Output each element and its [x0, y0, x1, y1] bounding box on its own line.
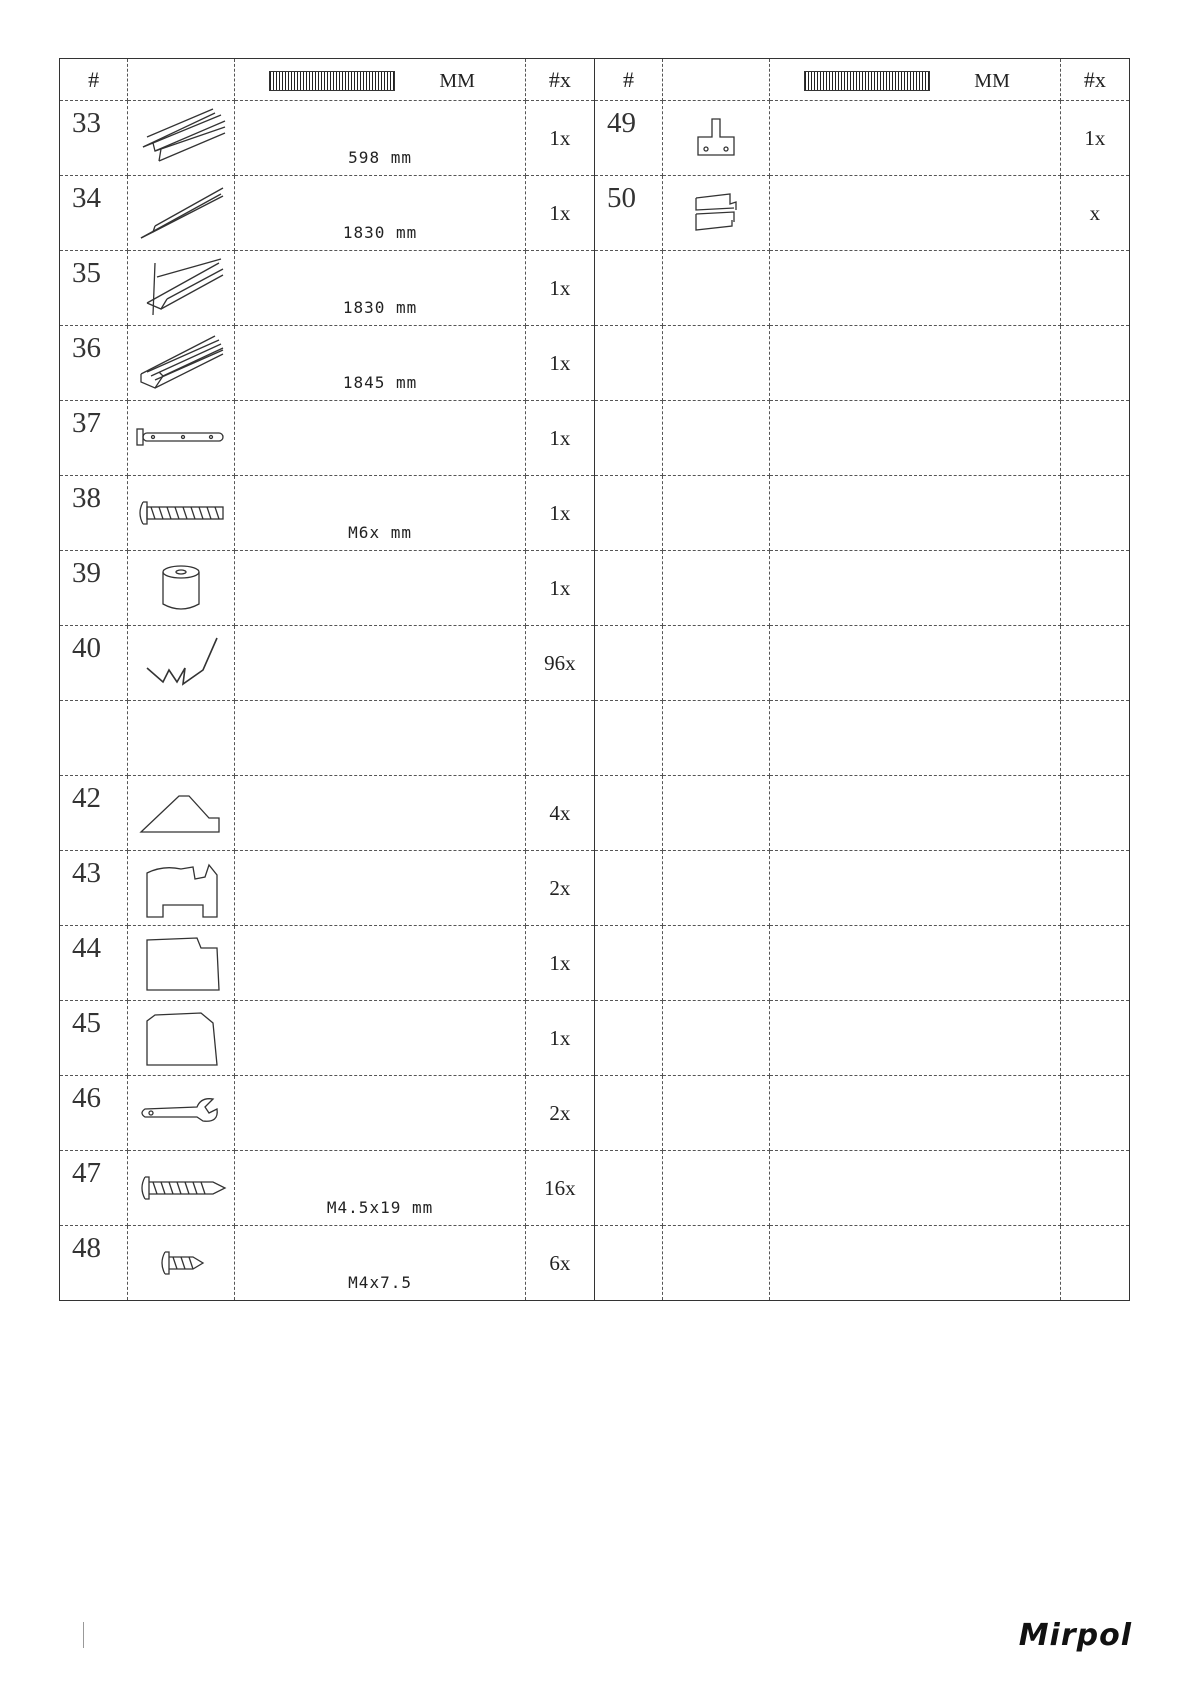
part-picture-left: [128, 401, 235, 476]
part-number-left: 42: [60, 776, 128, 851]
part-quantity-left: 16x: [525, 1151, 594, 1226]
part-dimension-right: [770, 1001, 1061, 1076]
part-dimension-right: [770, 326, 1061, 401]
part-number-right: [594, 851, 662, 926]
hinge-strip-icon: [128, 423, 234, 453]
part-picture-right: [663, 176, 770, 251]
part-dimension-left: [235, 701, 526, 776]
part-quantity-left: 1x: [525, 176, 594, 251]
part-dimension-left: 598 mm: [235, 101, 526, 176]
part-number-right: 49: [594, 101, 662, 176]
part-quantity-left: 1x: [525, 101, 594, 176]
part-picture-right: [663, 251, 770, 326]
part-quantity-right: [1060, 476, 1129, 551]
header-picture-left: [128, 59, 235, 101]
part-dimension-left: M4.5x19 mm: [235, 1151, 526, 1226]
clip-icon: [663, 190, 769, 236]
part-picture-left: [128, 776, 235, 851]
part-dimension-right: [770, 251, 1061, 326]
header-qty-right: #x: [1060, 59, 1129, 101]
part-quantity-left: [525, 701, 594, 776]
table-row: [60, 776, 1130, 851]
part-quantity-right: [1060, 626, 1129, 701]
part-number-left: 48: [60, 1226, 128, 1301]
part-quantity-left: 1x: [525, 1001, 594, 1076]
part-number-left: 33: [60, 101, 128, 176]
part-quantity-left: 1x: [525, 926, 594, 1001]
header-num-left: #: [60, 59, 128, 101]
part-quantity-right: [1060, 1151, 1129, 1226]
part-picture-right: [663, 776, 770, 851]
part-quantity-left: 4x: [525, 776, 594, 851]
part-dimension-right: [770, 926, 1061, 1001]
part-dimension-right: [770, 176, 1061, 251]
header-picture-right: [663, 59, 770, 101]
part-number-right: [594, 401, 662, 476]
part-dimension-left: 1830 mm: [235, 251, 526, 326]
table-row: [60, 1151, 1130, 1226]
part-number-right: [594, 926, 662, 1001]
part-dimension-left: 1830 mm: [235, 176, 526, 251]
part-quantity-left: 6x: [525, 1226, 594, 1301]
part-dimension-right: [770, 701, 1061, 776]
part-dimension-right: [770, 851, 1061, 926]
screw-short-icon: [128, 1248, 234, 1278]
corner-panel-b-icon: [128, 1007, 234, 1069]
part-picture-right: [663, 1226, 770, 1301]
part-number-left: 35: [60, 251, 128, 326]
ruler-icon: [269, 71, 395, 91]
part-dimension-left: 1845 mm: [235, 326, 526, 401]
part-quantity-left: 96x: [525, 626, 594, 701]
part-number-right: [594, 1001, 662, 1076]
part-number-right: [594, 626, 662, 701]
bracket-icon: [663, 115, 769, 161]
corner-panel-a-icon: [128, 932, 234, 994]
profile-rail-icon: [128, 107, 234, 169]
page-marker: [83, 1622, 84, 1648]
channel-rail-icon: [128, 332, 234, 394]
part-dimension-left: [235, 851, 526, 926]
part-picture-left: [128, 551, 235, 626]
header-num-right: #: [594, 59, 662, 101]
part-dimension-left: [235, 776, 526, 851]
part-number-right: 50: [594, 176, 662, 251]
part-dimension-left: [235, 626, 526, 701]
part-picture-right: [663, 1151, 770, 1226]
table-row: [60, 1001, 1130, 1076]
brand-logo: Mirpol: [1018, 1618, 1132, 1653]
ruler-icon: [804, 71, 930, 91]
part-picture-left: [128, 251, 235, 326]
part-picture-left: [128, 1151, 235, 1226]
part-number-right: [594, 326, 662, 401]
bolt-icon: [128, 498, 234, 528]
part-quantity-right: 1x: [1060, 101, 1129, 176]
part-picture-right: [663, 401, 770, 476]
table-header-row: [60, 59, 1130, 101]
part-picture-left: [128, 1226, 235, 1301]
table-row: [60, 176, 1130, 251]
part-picture-right: [663, 551, 770, 626]
part-picture-right: [663, 701, 770, 776]
cross-rail-icon: [128, 257, 234, 319]
part-picture-left: [128, 1001, 235, 1076]
table-row: [60, 926, 1130, 1001]
table-row: [60, 551, 1130, 626]
part-picture-right: [663, 476, 770, 551]
header-mm-right: [770, 59, 1061, 101]
table-row: [60, 1076, 1130, 1151]
part-dimension-right: [770, 551, 1061, 626]
part-dimension-right: [770, 626, 1061, 701]
part-quantity-left: 2x: [525, 1076, 594, 1151]
part-picture-left: [128, 626, 235, 701]
part-picture-left: [128, 101, 235, 176]
part-picture-left: [128, 926, 235, 1001]
part-picture-right: [663, 326, 770, 401]
part-number-left: 45: [60, 1001, 128, 1076]
part-quantity-left: 1x: [525, 326, 594, 401]
part-dimension-left: [235, 1001, 526, 1076]
part-picture-right: [663, 626, 770, 701]
part-picture-right: [663, 926, 770, 1001]
table-row: [60, 401, 1130, 476]
notched-panel-icon: [128, 855, 234, 921]
part-quantity-right: [1060, 326, 1129, 401]
parts-table: [59, 58, 1130, 1301]
part-dimension-right: [770, 476, 1061, 551]
table-row: [60, 326, 1130, 401]
part-quantity-right: x: [1060, 176, 1129, 251]
wire-clip-icon: [128, 632, 234, 694]
angle-rail-icon: [128, 182, 234, 244]
part-number-left: 44: [60, 926, 128, 1001]
part-number-left: 46: [60, 1076, 128, 1151]
part-number-right: [594, 251, 662, 326]
part-quantity-right: [1060, 551, 1129, 626]
header-qty-left: #x: [525, 59, 594, 101]
part-picture-left: [128, 701, 235, 776]
part-number-left: [60, 701, 128, 776]
wrench-icon: [128, 1093, 234, 1133]
part-quantity-right: [1060, 926, 1129, 1001]
part-quantity-right: [1060, 701, 1129, 776]
part-dimension-left: M4x7.5: [235, 1226, 526, 1301]
table-row: [60, 101, 1130, 176]
part-dimension-left: [235, 401, 526, 476]
part-quantity-left: 1x: [525, 401, 594, 476]
table-row: [60, 251, 1130, 326]
part-quantity-right: [1060, 401, 1129, 476]
table-row: [60, 1226, 1130, 1301]
part-dimension-left: [235, 1076, 526, 1151]
part-number-left: 43: [60, 851, 128, 926]
part-number-left: 47: [60, 1151, 128, 1226]
header-mm-left: [235, 59, 526, 101]
header-mm-label-left: MM: [439, 69, 475, 92]
part-quantity-right: [1060, 1001, 1129, 1076]
part-quantity-left: 1x: [525, 251, 594, 326]
part-dimension-right: [770, 776, 1061, 851]
part-dimension-left: M6x mm: [235, 476, 526, 551]
part-number-right: [594, 701, 662, 776]
part-quantity-right: [1060, 1076, 1129, 1151]
part-picture-right: [663, 1001, 770, 1076]
part-number-right: [594, 776, 662, 851]
part-dimension-right: [770, 1151, 1061, 1226]
part-dimension-right: [770, 1076, 1061, 1151]
header-mm-label-right: MM: [974, 69, 1010, 92]
part-number-right: [594, 1151, 662, 1226]
part-quantity-right: [1060, 851, 1129, 926]
part-number-left: 38: [60, 476, 128, 551]
part-dimension-left: [235, 551, 526, 626]
part-picture-right: [663, 101, 770, 176]
part-number-left: 40: [60, 626, 128, 701]
part-number-right: [594, 1226, 662, 1301]
table-row: [60, 476, 1130, 551]
part-dimension-right: [770, 1226, 1061, 1301]
part-quantity-left: 2x: [525, 851, 594, 926]
part-picture-right: [663, 851, 770, 926]
screw-long-icon: [128, 1173, 234, 1203]
table-row: [60, 626, 1130, 701]
part-number-right: [594, 551, 662, 626]
part-number-left: 34: [60, 176, 128, 251]
part-picture-left: [128, 176, 235, 251]
part-picture-left: [128, 851, 235, 926]
part-quantity-right: [1060, 251, 1129, 326]
table-row: [60, 851, 1130, 926]
part-quantity-left: 1x: [525, 551, 594, 626]
part-number-right: [594, 476, 662, 551]
part-picture-left: [128, 326, 235, 401]
part-dimension-right: [770, 401, 1061, 476]
cylinder-icon: [128, 562, 234, 614]
table-row: [60, 701, 1130, 776]
part-picture-left: [128, 1076, 235, 1151]
gable-panel-icon: [128, 788, 234, 838]
part-number-left: 39: [60, 551, 128, 626]
part-number-left: 36: [60, 326, 128, 401]
part-dimension-left: [235, 926, 526, 1001]
part-dimension-right: [770, 101, 1061, 176]
part-quantity-left: 1x: [525, 476, 594, 551]
part-number-right: [594, 1076, 662, 1151]
part-number-left: 37: [60, 401, 128, 476]
part-picture-right: [663, 1076, 770, 1151]
part-quantity-right: [1060, 1226, 1129, 1301]
part-picture-left: [128, 476, 235, 551]
part-quantity-right: [1060, 776, 1129, 851]
